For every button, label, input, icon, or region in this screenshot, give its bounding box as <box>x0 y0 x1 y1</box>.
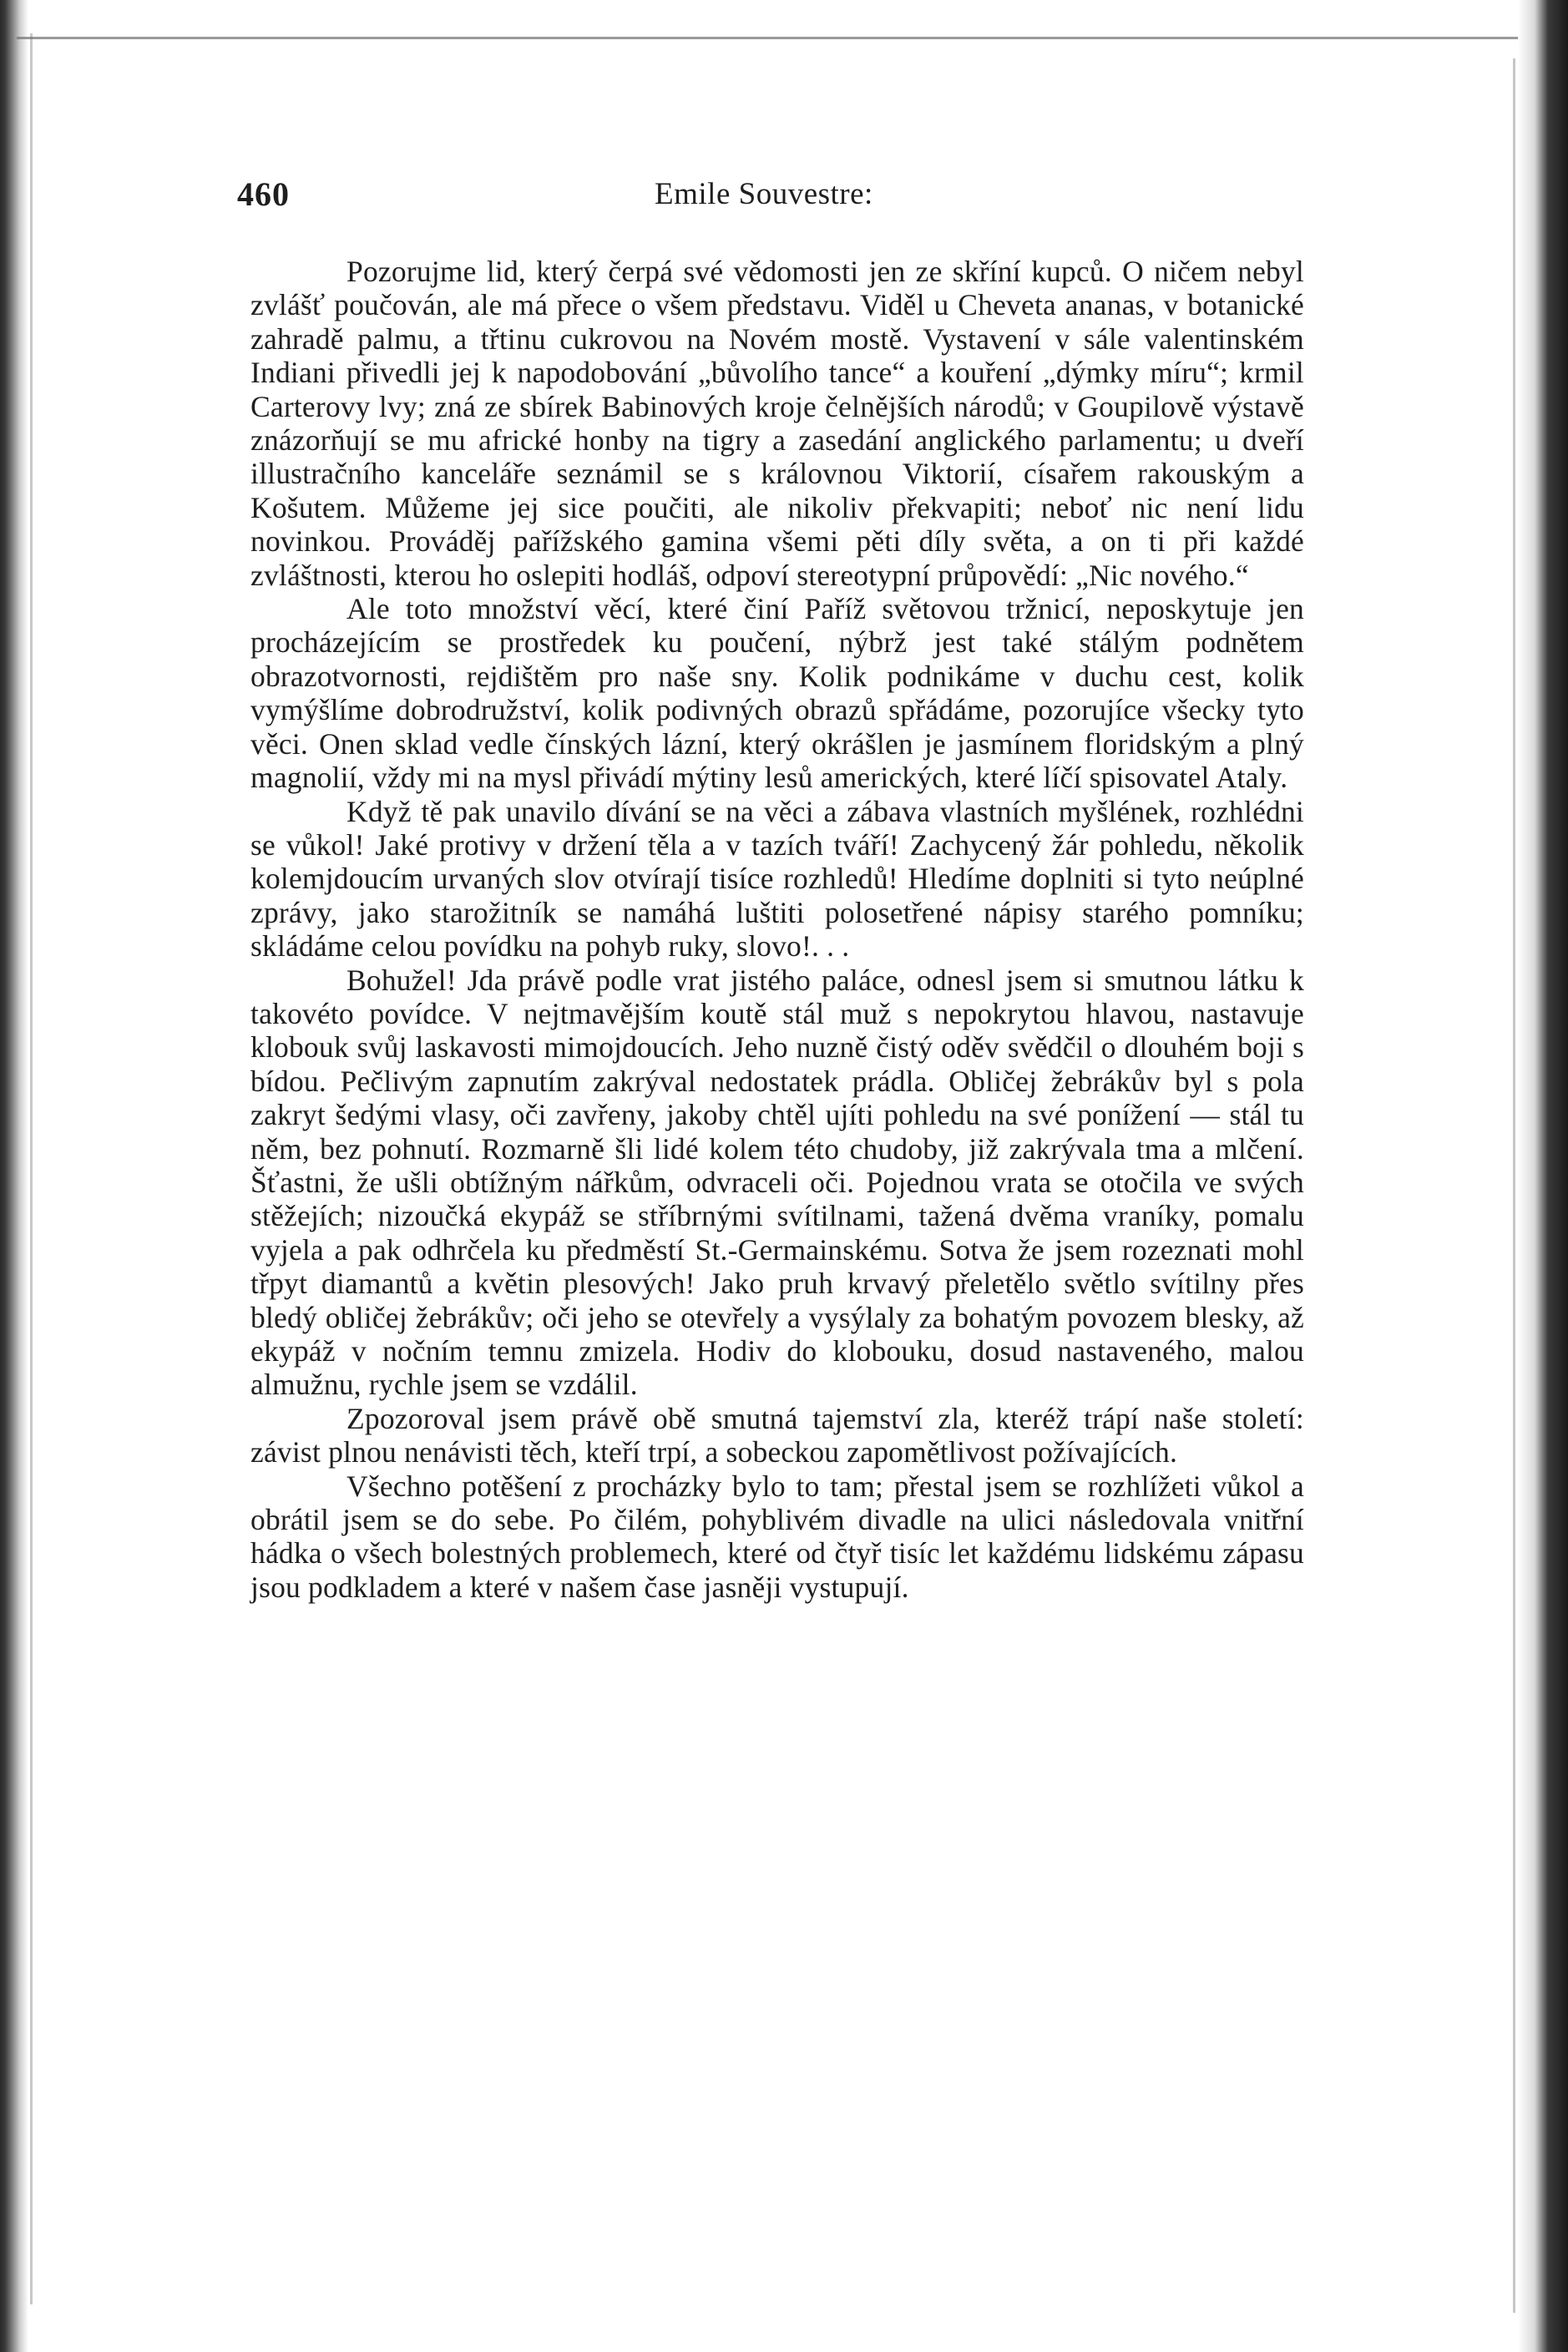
binding-shadow <box>0 0 28 2352</box>
page-number: 460 <box>237 175 290 213</box>
scan-right-border <box>1518 0 1568 2352</box>
paragraph: Ale toto množství věcí, které činí Paříž světovou tržnicí, neposkytuje jen procházejícím se prostředek ku poučení, nýbrž jest také stálým podnětem obrazotvornosti, rejdištěm pro naše sny. Kolik podnikáme v duchu cest, kolik vymýšlíme dobrodružství, kolik podivných obrazů spřádáme, pozorujíce všecky tyto věci. Onen sklad vedle čínských lázní, který okrášlen je jasmínem floridským a plný magnolií, vždy mi na mysl přivádí mýtiny lesů amerických, které líčí spisovatel Ataly. <box>250 592 1304 795</box>
paragraph: Bohužel! Jda právě podle vrat jistého paláce, odnesl jsem si smutnou látku k takovéto povídce. V nejtmavějším koutě stál muž s nepokrytou hlavou, nastavuje klobouk svůj laskavosti mimojdoucích. Jeho nuzně čistý oděv svědčil o dlouhém boji s bídou. Pečlivým zapnutím zakrýval nedostatek prádla. Obličej žebrákův byl s pola zakryt šedými vlasy, oči zavřeny, jakoby chtěl ujíti pohledu na své ponížení — stál tu něm, bez pohnutí. Rozmarně šli lidé kolem této chudoby, již zakrývala tma a mlčení. Šťastni, že ušli obtížným nářkům, odvraceli oči. Pojednou vrata se otočila ve svých stěžejích; nizoučká ekypáž se stříbrnými svítilnami, tažená dvěma vraníky, pomalu vyjela a pak odhrčela ku předměstí St.-Germainskému. Sotva že jsem rozeznati mohl třpyt diamantů a květin plesových! Jako pruh krvavý přeletělo světlo svítilny přes bledý obličej žebrákův; oči jeho se otevřely a vysýlaly za bohatým povozem blesky, až ekypáž v nočním temnu zmizela. Hodiv do klobouku, dosud nastaveného, malou almužnu, rychle jsem se vzdálil. <box>250 963 1304 1402</box>
page-right-edge <box>1513 58 1515 2313</box>
body-text <box>250 255 1304 1604</box>
paragraph: Zpozoroval jsem právě obě smutná tajemství zla, kteréž trápí naše století: závist plnou nenávisti těch, kteří trpí, a sobeckou zapomětlivost požívajících. <box>250 1401 1304 1469</box>
running-head: Emile Souvestre: <box>655 177 873 211</box>
paragraph: Když tě pak unavilo dívání se na věci a zábava vlastních myšlének, rozhlédni se vůkol! Jaké protivy v držení těla a v tazích tváří! Zachycený žár pohledu, několik kolemjdoucím urvaných slov otvírají tisíce rozhledů! Hledíme doplniti si tyto neúplné zprávy, jako starožitník se namáhá luštiti polosetřené nápisy starého pomníku; skládáme celou povídku na pohyb ruky, slovo!. . . <box>250 794 1304 964</box>
page-left-edge <box>30 33 33 2304</box>
page-header <box>237 174 1306 215</box>
paragraph: Všechno potěšení z procházky bylo to tam; přestal jsem se rozhlížeti vůkol a obrátil jsem se do sebe. Po čilém, pohyblivém divadle na ulici následovala vnitřní hádka o všech bolestných problemech, které od čtyř tisíc let každému lidskému zápasu jsou podkladem a které v našem čase jasněji vystupují. <box>250 1469 1304 1604</box>
paragraph: Pozorujme lid, který čerpá své vědomosti jen ze skříní kupců. O ničem nebyl zvlášť poučován, ale má přece o všem představu. Viděl u Cheveta ananas, v botanické zahradě palmu, a třtinu cukrovou na Novém mostě. Vystavení v sále valentinském Indiani přivedli jej k napodobování „bůvolího tance“ a kouření „dýmky míru“; krmil Carterovy lvy; zná ze sbírek Babinových kroje čelnějších národů; v Goupilově výstavě znázorňují se mu africké honby na tigry a zasedání anglického parlamentu; u dveří illustračního kanceláře seznámil se s královnou Viktorií, císařem rakouským a Košutem. Můžeme jej sice poučiti, ale nikoliv překvapiti; neboť nic není lidu novinkou. Prováděj pařížského gamina všemi pěti díly světa, a on ti při každé zvláštnosti, kterou ho oslepiti hodláš, odpoví stereotypní průpovědí: „Nic nového.“ <box>250 255 1304 592</box>
page-top-edge <box>17 37 1536 39</box>
